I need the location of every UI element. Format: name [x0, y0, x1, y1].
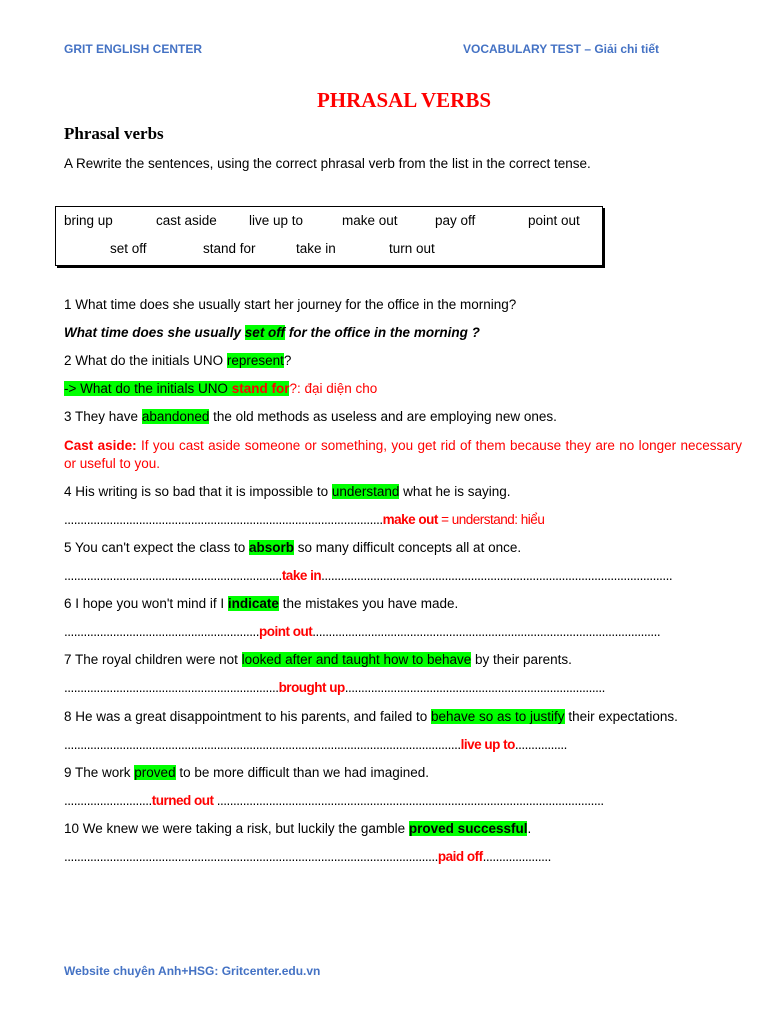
- answer-1-post: for the office in the morning ?: [285, 325, 480, 340]
- question-3-post: the old methods as useless and are employing new ones.: [209, 409, 557, 424]
- page-title: PHRASAL VERBS: [316, 88, 492, 112]
- question-10: [64, 821, 531, 836]
- definition-cast-aside: [64, 437, 742, 473]
- answer-8-dots: ..........................................................................................................................: [64, 737, 461, 752]
- answer-7-verb: brought up: [278, 680, 345, 695]
- answer-1-highlight: set off: [244, 325, 286, 340]
- answer-7-dots: ..................................................................: [64, 680, 279, 695]
- question-2: [64, 353, 291, 368]
- answer-5-dots-after: ............................................................................................................: [321, 568, 673, 583]
- answer-10-verb: paid off: [437, 849, 483, 864]
- question-9-pre: 9 The work: [64, 765, 135, 780]
- answer-8: [64, 737, 567, 752]
- question-8-post: their expectations.: [564, 709, 678, 724]
- question-7: [64, 652, 572, 667]
- verb-item: bring up: [64, 213, 113, 228]
- answer-2-verb: stand for: [231, 381, 290, 396]
- question-2-highlight: represent: [226, 353, 284, 368]
- question-3: [64, 409, 557, 424]
- question-5-post: so many difficult concepts all at once.: [293, 540, 522, 555]
- verb-list-box: [55, 206, 603, 266]
- answer-9-dots: ...........................: [64, 793, 152, 808]
- question-9-post: to be more difficult than we had imagined.: [175, 765, 429, 780]
- question-1: 1 What time does she usually start her journey for the office in the morning?: [64, 297, 517, 312]
- verb-item: make out: [342, 213, 398, 228]
- question-10-highlight: proved successful: [408, 821, 528, 836]
- section-heading: Phrasal verbs: [64, 124, 164, 143]
- verb-item: stand for: [203, 241, 256, 256]
- verb-item: cast aside: [156, 213, 217, 228]
- answer-6: [64, 624, 660, 639]
- question-9-highlight: proved: [134, 765, 176, 780]
- definition-text: If you cast aside someone or something, you get rid of them because they are no longer necessary or useful to you.: [64, 438, 742, 471]
- header-left: GRIT ENGLISH CENTER: [64, 42, 203, 56]
- question-10-pre: 10 We knew we were taking a risk, but luckily the gamble: [64, 821, 409, 836]
- answer-4: [64, 512, 544, 527]
- question-7-post: by their parents.: [471, 652, 572, 667]
- answer-10-dots: ...................................................................................................................: [64, 849, 438, 864]
- question-8-pre: 8 He was a great disappointment to his parents, and failed to: [64, 709, 431, 724]
- question-2-pre: 2 What do the initials UNO: [64, 353, 227, 368]
- question-10-post: .: [527, 821, 532, 836]
- answer-6-dots-after: ...........................................................................................................: [312, 624, 661, 639]
- question-6-post: the mistakes you have made.: [278, 596, 459, 611]
- answer-7: [64, 680, 605, 695]
- answer-7-dots-after: ................................................................................: [344, 680, 605, 695]
- verb-item: set off: [110, 241, 147, 256]
- question-2-post: ?: [283, 353, 292, 368]
- question-4-post: what he is saying.: [399, 484, 511, 499]
- footer-website[interactable]: Website chuyên Anh+HSG: Gritcenter.edu.vn: [64, 964, 321, 978]
- question-9: [64, 765, 429, 780]
- answer-4-dots: ..................................................................................................: [64, 512, 383, 527]
- verb-item: turn out: [389, 241, 435, 256]
- answer-1-pre: What time does she usually: [64, 325, 245, 340]
- answer-2-pre: -> What do the initials UNO: [64, 381, 232, 396]
- verb-item: pay off: [435, 213, 476, 228]
- question-6-highlight: indicate: [227, 596, 279, 611]
- answer-4-verb: make out: [382, 512, 438, 527]
- question-3-highlight: abandoned: [141, 409, 210, 424]
- answer-9-verb: turned out: [151, 793, 214, 808]
- verb-item: take in: [296, 241, 336, 256]
- answer-5: [64, 568, 672, 583]
- answer-4-note: = understand: hiểu: [437, 512, 545, 527]
- answer-8-dots-after: ................: [514, 737, 567, 752]
- question-4-highlight: understand: [331, 484, 400, 499]
- instruction: A Rewrite the sentences, using the correct phrasal verb from the list in the correct tense.: [64, 156, 591, 171]
- question-6-pre: 6 I hope you won't mind if I: [64, 596, 228, 611]
- answer-10-dots-after: .....................: [482, 849, 551, 864]
- definition-term: Cast aside:: [64, 438, 137, 453]
- answer-6-dots: ............................................................: [64, 624, 260, 639]
- question-5-pre: 5 You can't expect the class to: [64, 540, 249, 555]
- verb-item: live up to: [249, 213, 304, 228]
- question-3-pre: 3 They have: [64, 409, 142, 424]
- question-8: [64, 709, 678, 724]
- question-4: [64, 484, 510, 499]
- question-6: [64, 596, 458, 611]
- question-8-highlight: behave so as to justify: [430, 709, 565, 724]
- question-4-pre: 4 His writing is so bad that it is impossible to: [64, 484, 332, 499]
- answer-9: [64, 793, 604, 808]
- answer-1: [64, 325, 480, 340]
- answer-2: [64, 381, 377, 396]
- question-7-highlight: looked after and taught how to behave: [241, 652, 472, 667]
- answer-8-verb: live up to: [460, 737, 515, 752]
- answer-5-dots: ...................................................................: [64, 568, 282, 583]
- answer-2-post: ?: đại diện cho: [289, 381, 378, 396]
- question-5-highlight: absorb: [248, 540, 294, 555]
- answer-6-verb: point out: [259, 624, 313, 639]
- question-7-pre: 7 The royal children were not: [64, 652, 242, 667]
- question-5: [64, 540, 521, 555]
- answer-9-dots-after: .......................................................................................................................: [213, 793, 604, 808]
- header-right: VOCABULARY TEST – Giải chi tiết: [463, 42, 660, 56]
- answer-10: [64, 849, 551, 864]
- answer-5-verb: take in: [281, 568, 322, 583]
- verb-item: point out: [528, 213, 580, 228]
